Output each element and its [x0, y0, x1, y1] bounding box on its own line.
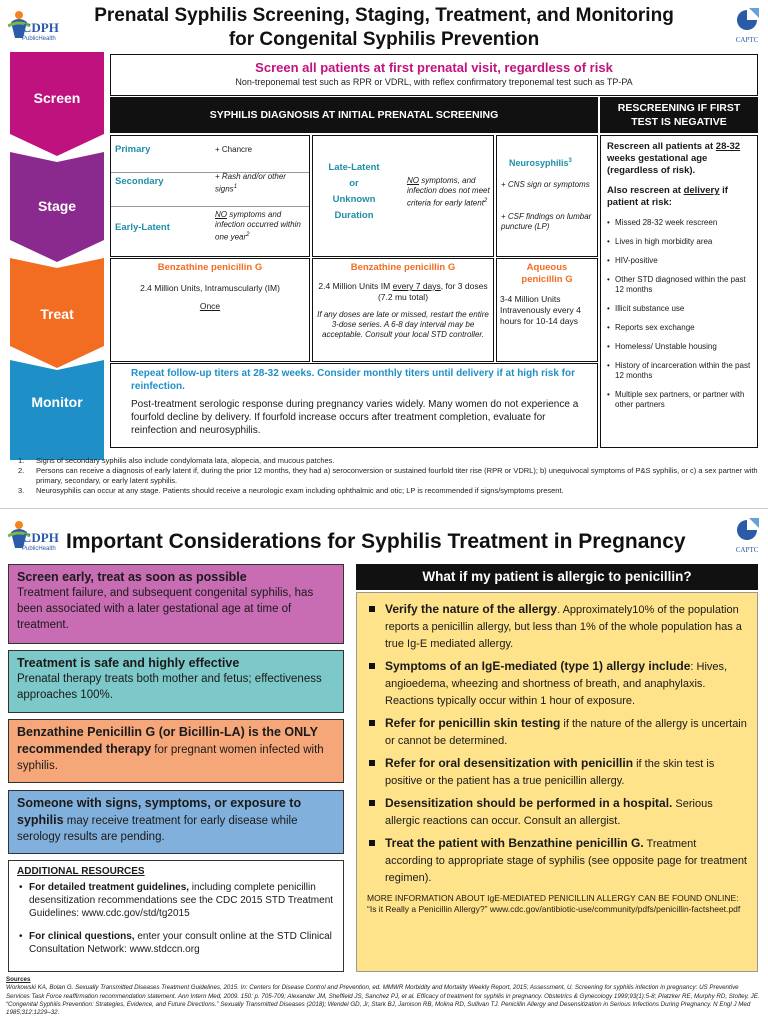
consideration-safe-effective: [8, 650, 344, 713]
captc-logo-2: [730, 516, 764, 554]
diagnosis-header: SYPHILIS DIAGNOSIS AT INITIAL PRENATAL SCREENING: [110, 97, 598, 133]
monitor-headline: Repeat follow-up titers at 28-32 weeks. Consider monthly titers until delivery if at high risk for reinfection.: [131, 368, 575, 392]
captc-logo: [730, 6, 764, 44]
footnotes: [18, 456, 758, 496]
rescreening-header: [600, 97, 758, 133]
page-separator: [0, 508, 768, 509]
rescreen-risk-item: • HIV-positive: [607, 256, 658, 265]
allergy-header: What if my patient is allergic to penicillin?: [356, 564, 758, 590]
treat-neuro-dose: 3-4 Million Units Intravenously every 4 hours for 10-14 days: [500, 294, 581, 326]
bullet-icon: •: [607, 275, 610, 284]
allergy-more-info: MORE INFORMATION ABOUT IgE-MEDIATED PENICILLIN ALLERGY CAN BE FOUND ONLINE: “Is it Really a Penicillin Allergy?” www.cdc.gov/antibiotic-use/community/pdfs/penicillin-factsheet.pdf: [367, 893, 741, 914]
treat-late-cell: [312, 258, 494, 362]
allergy-item: Refer for oral desensitization with penicillin if the skin test is positive or the patient has a true penicillin allergy.: [367, 755, 747, 790]
page-2-title: Important Considerations for Syphilis Treatment in Pregnancy: [66, 530, 686, 553]
treat-early-frequency: Once: [199, 301, 221, 311]
stage-primary-desc: + Chancre: [215, 145, 253, 154]
treat-early-title: Benzathine penicillin G: [157, 262, 263, 273]
stage-early-latent-label: Early-Latent: [115, 222, 170, 233]
screen-subtitle: Non-treponemal test such as RPR or VDRL, with reflex confirmatory treponemal test such as TP-PA: [235, 77, 633, 87]
stage-late-latent-cell: [312, 135, 494, 257]
treat-late-dose: 2.4 Million Units IM every 7 days, for 3 doses (7.2 mu total): [318, 281, 488, 302]
treat-late-note: If any doses are late or missed, restart the entire 3-dose series. A 6-8 day interval may be acceptable. Consult your local STD controller.: [317, 310, 489, 339]
stage-neurosyphilis-cell: [496, 135, 598, 257]
consideration-1-heading: Screen early, treat as soon as possible: [17, 570, 247, 584]
rescreen-risk-item: • Missed 28-32 week rescreen: [607, 218, 718, 227]
footnote-item: 3. Neurosyphilis can occur at any stage. Patients should receive a neurologic exam including ophthalmic and otic; LP is recommended if signs/symptoms present.: [18, 486, 564, 495]
rescreening-body: [600, 135, 758, 448]
sources-text: Workowski KA, Bolan G. Sexually Transmitted Diseases Treatment Guidelines, 2015. In: Centers for Disease Control and Prevention, ed. MMWR Morbidity and Mortality Weekly Report, 2015; Assessment, U. Screening for syphilis infection in pregnancy: US Preventive Services Task Force reaffirmation recommendation statement. Ann Intern Med, 2009. 150: p. 705-709; Alexander JM, Sheffield JS, Sanchez PJ, et al. Efficacy of treatment for syphilis in pregnancy. Obstetrics & Gynecology 1999;93(1):5-8; Platzker RE, Murphy RD, Stoltey, JE. “Congenital Syphilis Prevention: Strategies, Evidence, and Future Directions.” Sexually Transmitted Diseases (2018); Wendel GD, Jr, Stark BJ, Jamison RB, Molina RD, Sullivan TJ. Penicillin Allergy and Desensitization in Serious Infections During Pregnancy. N Engl J Med 1985;312:1229–32.: [6, 984, 760, 1017]
monitor-label: Monitor: [31, 394, 83, 410]
screen-title: Screen all patients at first prenatal visit, regardless of risk: [255, 60, 613, 75]
stage-neuro-label: Neurosyphilis$^3$: [509, 158, 572, 168]
stage-neuro-desc-2: + CSF findings on lumbar puncture (LP): [501, 212, 592, 231]
allergy-box: [356, 592, 758, 972]
monitor-arrow: [10, 360, 104, 460]
screen-label: Screen: [33, 90, 81, 106]
resource-item-consult: • For clinical questions, enter your consult online at the STD Clinical Consultation Network: www.stdccn.org: [19, 931, 332, 955]
cdph-logo-subtext: PublicHealth: [22, 36, 56, 42]
page-title-line-1: Prenatal Syphilis Screening, Staging, Treatment, and Monitoring: [94, 5, 674, 26]
bullet-square-icon: [369, 606, 375, 612]
allergy-item: Symptoms of an IgE-mediated (type 1) allergy include: Hives, angioedema, wheezing and shortness of breath, and anaphylaxis. Reactions typically occur within 1 hour of exposure.: [367, 658, 747, 710]
treat-neuro-title: Aqueous penicillin G: [521, 262, 573, 285]
allergy-item: Treat the patient with Benzathine penicillin G. Treatment according to appropriate stage of syphilis (see opposite page for treatment regimen).: [367, 835, 747, 887]
monitor-body: Post-treatment serologic response during pregnancy varies widely. Many women do not experience a fourfold decline by delivery. If fourfold increase occurs after treatment completion, evaluate for reinfection and neurosyphilis.: [131, 399, 579, 436]
bullet-icon: •: [607, 218, 610, 227]
rescreen-risk-item: • Reports sex exchange: [607, 323, 695, 332]
consideration-early-treatment: [8, 790, 344, 854]
consideration-2-heading: Treatment is safe and highly effective: [17, 656, 240, 670]
stage-label: Stage: [37, 198, 77, 214]
rescreen-paragraph-1: Rescreen all patients at 28-32 weeks gestational age (regardless of risk).: [607, 141, 741, 176]
page-title: [70, 4, 698, 52]
consideration-4-heading: Someone with signs, symptoms, or exposure to syphilis: [17, 796, 302, 827]
stage-late-latent-desc: NO symptoms, and infection does not meet criteria for early latent$^2$: [407, 176, 490, 208]
page-title-line-2: for Congenital Syphilis Prevention: [228, 29, 540, 50]
sources-heading: Sources: [6, 976, 31, 983]
bullet-square-icon: [369, 720, 375, 726]
rescreen-risk-item: • Other STD diagnosed within the past 12 months: [607, 275, 746, 294]
rescreen-risk-item: • Multiple sex partners, or partner with other partners: [607, 390, 745, 409]
bullet-icon: •: [607, 304, 610, 313]
allergy-item: Verify the nature of the allergy. Approximately10% of the population reports a penicillin allergy, but less than 1% of the whole population has a true Ig-E mediated allergy.: [367, 601, 747, 653]
rescreen-risk-item: • Homeless/ Unstable housing: [607, 342, 717, 351]
consideration-3-heading: Benzathine Penicillin G (or Bicillin-LA) is the ONLY recommended therapy: [17, 725, 318, 756]
bullet-square-icon: [369, 840, 375, 846]
footnote-item: 1. Signs of secondary syphilis also include condylomata lata, alopecia, and mucous patches.: [18, 456, 335, 465]
cdph-logo-text: CDPH: [22, 20, 59, 35]
cdph-logo: [8, 6, 68, 50]
allergy-list: [367, 601, 747, 887]
monitor-cell: [110, 363, 598, 448]
consideration-2-body: Prenatal therapy treats both mother and fetus; effectiveness approaches 100%.: [17, 673, 322, 701]
rescreen-risk-item: • Illicit substance use: [607, 304, 685, 313]
consideration-4-body: may receive treatment for early disease while serology results are pending.: [17, 815, 298, 843]
bullet-icon: •: [607, 323, 610, 332]
cdph-logo-2-subtext: PublicHealth: [22, 546, 56, 552]
captc-logo-2-text: CAPTC: [735, 546, 759, 554]
footnote-item: 2. Persons can receive a diagnosis of early latent if, during the prior 12 months, they had a) seroconversion or sustained fourfold titer rise (RPR or VDRL); b) unequivocal symptoms of P&S syphilis, or c) a sex partner with primary, secondary, or early latent syphilis.: [18, 466, 758, 485]
consideration-3-body: for pregnant women infected with syphilis.: [17, 744, 324, 772]
stage-secondary-desc: + Rash and/or other signs$^1$: [215, 172, 286, 194]
bullet-square-icon: [369, 663, 375, 669]
rescreen-paragraph-2: Also rescreen at delivery if patient at risk:: [607, 185, 728, 208]
stage-primary-label: Primary: [115, 144, 151, 155]
rescreen-risk-list: [607, 218, 751, 410]
screen-box: [110, 54, 758, 96]
bullet-icon: •: [607, 237, 610, 246]
bullet-icon: •: [607, 256, 610, 265]
rescreening-header-line-2: TEST IS NEGATIVE: [631, 116, 727, 128]
cdph-logo-2: [8, 516, 68, 560]
allergy-item: Desensitization should be performed in a hospital. Serious allergic reactions can occur. Consult an allergist.: [367, 795, 747, 830]
resources-heading: ADDITIONAL RESOURCES: [17, 866, 145, 877]
stage-early-latent-desc: NO symptoms and infection occurred within one year$^2$: [215, 210, 301, 242]
sources: [6, 976, 762, 1017]
treat-label: Treat: [40, 306, 74, 322]
stage-early-cell: [110, 135, 310, 257]
rescreen-risk-item: • History of incarceration within the past 12 months: [607, 361, 751, 380]
captc-logo-text: CAPTC: [735, 36, 759, 44]
stage-neuro-desc-1: + CNS sign or symptoms: [501, 180, 590, 189]
consideration-1-body: Treatment failure, and subsequent congenital syphilis, has been associated with a later gestational age at time of treatment.: [17, 587, 314, 631]
consideration-only-therapy: [8, 719, 344, 783]
additional-resources: [8, 860, 344, 972]
stage-secondary-label: Secondary: [115, 176, 164, 187]
treat-early-cell: [110, 258, 310, 362]
allergy-item: Refer for penicillin skin testing if the nature of the allergy is uncertain or cannot be determined.: [367, 715, 747, 750]
bullet-icon: •: [607, 342, 610, 351]
stage-late-latent-label: Late-Latent or Unknown Duration: [328, 162, 380, 221]
bullet-square-icon: [369, 760, 375, 766]
bullet-square-icon: [369, 800, 375, 806]
consideration-screen-early: [8, 564, 344, 644]
rescreen-risk-item: • Lives in high morbidity area: [607, 237, 713, 246]
bullet-icon: •: [607, 390, 610, 399]
treat-early-dose: 2.4 Million Units, Intramuscularly (IM): [140, 283, 280, 293]
rescreening-header-line-1: RESCREENING IF FIRST: [617, 102, 741, 114]
cdph-logo-2-text: CDPH: [22, 530, 59, 545]
bullet-icon: •: [607, 361, 610, 370]
treat-late-title: Benzathine penicillin G: [350, 262, 456, 273]
treat-neuro-cell: [496, 258, 598, 362]
resource-item-guidelines: • For detailed treatment guidelines, including complete penicillin desensitization recommendations see the CDC 2015 STD Treatment Guidelines: www.cdc.gov/std/tg2015: [19, 882, 334, 919]
